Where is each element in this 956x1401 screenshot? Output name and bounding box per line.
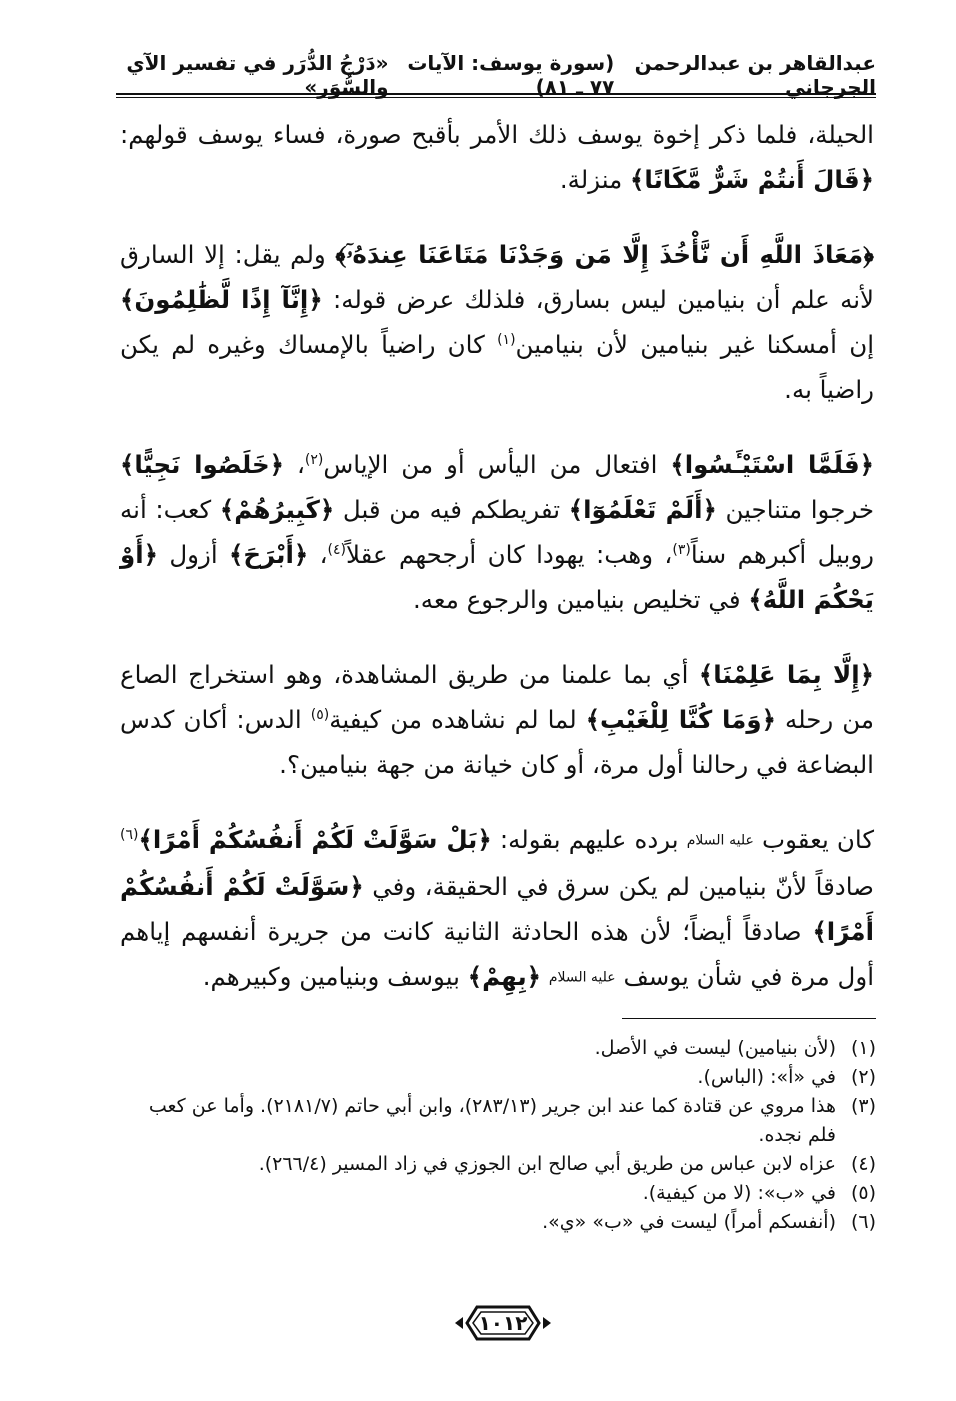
footnote-marker: (٤) [327,541,347,558]
quran-quote: ﴿أَلَمْ تَعْلَمُوٓا﴾ [568,495,717,524]
text-run: صادقاً لأنّ بنيامين لم يكن سرق في الحقيقة، وفي [363,871,874,901]
text-run: أي بما علمنا من طريق المشاهدة، وهو استخراج الصاع من رحله [120,660,874,734]
quran-quote: ﴿كَبِيرُهُمْ﴾ [219,495,335,524]
text-run [541,962,549,991]
footnote-number: (٦) [850,1211,876,1233]
text-run: لما لم نشاهده من كيفية [329,705,586,734]
text-run: كان يعقوب [753,825,875,854]
text-run: ، [284,450,305,479]
header-rule [116,93,876,95]
footnote-marker: (٣) [672,541,691,558]
text-run: ولم يقل: إلا السارق لأنه علم أن بنيامين ليس بسارق، فلذلك عرض قوله: [120,240,875,314]
text-run: كعب: أنه روبيل أكبرهم سناً [120,495,875,569]
quran-quote: ﴿فَلَمَّا اسْتَيْـَٔسُوا﴾ [670,450,874,479]
pbuh-glyph: عليه السلام [548,969,616,985]
text-run: صادقاً أيضاً؛ لأن هذه الحادثة الثانية كانت من جريرة أنفسهم إياهم أول مرة في شأن يوسف [120,916,874,991]
main-text [120,112,874,1000]
page-number-ornament [453,1303,553,1343]
text-run: بيوسف وبنيامين وكبيرهم. [202,961,468,991]
quran-quote: ﴿مَعَاذَ اللَّهِ أَن نَّأْخُذَ إِلَّا مَن وَجَدْنَا مَتَاعَنَا عِندَهُۥٓ﴾ [335,240,874,269]
header-section: (سورة يوسف: الآيات ٧٧ ـ ٨١) [407,51,615,99]
text-run: إن أمسكنا غير بنيامين لأن بنيامين [515,330,875,359]
header-author: عبدالقاهر بن عبدالرحمن الجرجاني [634,51,876,99]
footnote-text: هذا مروي عن قتادة كما عند ابن جرير (٢٨٣/١٣)، وابن أبي حاتم (٢١٨١/٧). وأما عن كعب فلم نجده. [148,1095,836,1146]
text-run: افتعال من اليأس أو من الإياس [323,450,671,479]
paragraph-4 [120,652,874,787]
footnote-marker: (٦) [120,826,139,843]
footnote-marker: (١) [497,331,516,348]
paragraph-2 [120,232,874,412]
footnote [120,1063,876,1092]
footnote-text: (لأن بنيامين) ليست في الأصل. [594,1037,836,1059]
footnote-number: (٥) [850,1182,876,1204]
text-run: الدس: أكان كدس البضاعة في رحالنا أول مرة، أو كان خيانة من جهة بنيامين؟. [120,705,874,779]
footnotes [120,1034,876,1237]
quran-quote: ﴿أَبْرَحَ﴾ [229,540,309,569]
quran-quote: ﴿بَلْ سَوَّلَتْ لَكُمْ أَنفُسُكُمْ أَمْرًا﴾ [138,825,492,854]
quran-quote: ﴿إِنَّآ إِذًا لَّظَٰلِمُونَ﴾ [120,285,323,314]
footnote-number: (٣) [850,1095,876,1117]
quran-quote: ﴿وَمَا كُنَّا لِلْغَيْبِ﴾ [585,705,776,734]
quran-quote: ﴿إِلَّا بِمَا عَلِمْنَا﴾ [698,660,874,689]
footnote-text: في «أ»: (الباس). [697,1066,836,1088]
footnote-number: (٢) [850,1066,876,1088]
text-run: ، وهب: يهودا كان أرجحهم عقلاً [346,540,673,569]
quran-quote: ﴿أَوْ يَحْكُمَ اللَّهُ﴾ [120,540,874,614]
text-run: في تخليص بنيامين والرجوع معه. [412,585,749,614]
paragraph-1 [120,112,874,202]
footnote [120,1092,876,1150]
footnote-number: (٤) [850,1153,876,1175]
quran-quote: ﴿خَلَصُوا نَجِيًّا﴾ [120,450,285,479]
header-rule-thin [116,97,876,98]
paragraph-3 [120,442,874,622]
footnote-marker: (٥) [310,706,330,723]
footnote-number: (١) [850,1037,876,1059]
text-run: برده عليهم بقوله: [491,825,687,854]
footnote-separator [622,1018,876,1019]
page-number: ١٠١٢ [478,1311,528,1335]
text-run: كان راضياً بالإمساك وغيره لم يكن راضياً به. [120,330,874,404]
quran-quote: ﴿بِهِمْ﴾ [467,961,542,991]
text-run: منزلة. [559,165,631,194]
footnote [120,1179,876,1208]
footnote-text: عزاه لابن عباس من طريق أبي صالح ابن الجوزي في زاد المسير (٢٦٦/٤). [258,1153,836,1175]
text-run: ، [308,540,328,569]
quran-quote: ﴿سَوَّلَتْ لَكُمْ أَنفُسُكُمْ أَمْرًا﴾ [120,871,874,946]
footnote-marker: (٢) [304,451,324,468]
footnote [120,1150,876,1179]
text-run: الحيلة، فلما ذكر إخوة يوسف ذلك الأمر بأقبح صورة، فساء يوسف قولهم: [120,120,874,149]
footnote-text: (أنفسكم أمراً) ليست في «ب» «ي». [542,1211,836,1233]
text-run: تفريطكم فيه من قبل [334,495,569,524]
text-run: خرجوا متناجين [716,495,875,524]
paragraph-5 [120,817,874,1000]
footnote [120,1034,876,1063]
text-run: أزول [157,540,230,569]
header-book-title: «دَرْجُ الدُّرَر في تفسير الآي والسُّوَر» [126,51,389,99]
footnote-text: في «ب»: (لا من كيفية). [642,1182,836,1204]
quran-quote: ﴿قَالَ أَنتُمْ شَرٌّ مَّكَانًا﴾ [630,165,874,194]
pbuh-glyph: عليه السلام [686,832,754,849]
running-header [116,51,876,99]
footnote [120,1208,876,1237]
